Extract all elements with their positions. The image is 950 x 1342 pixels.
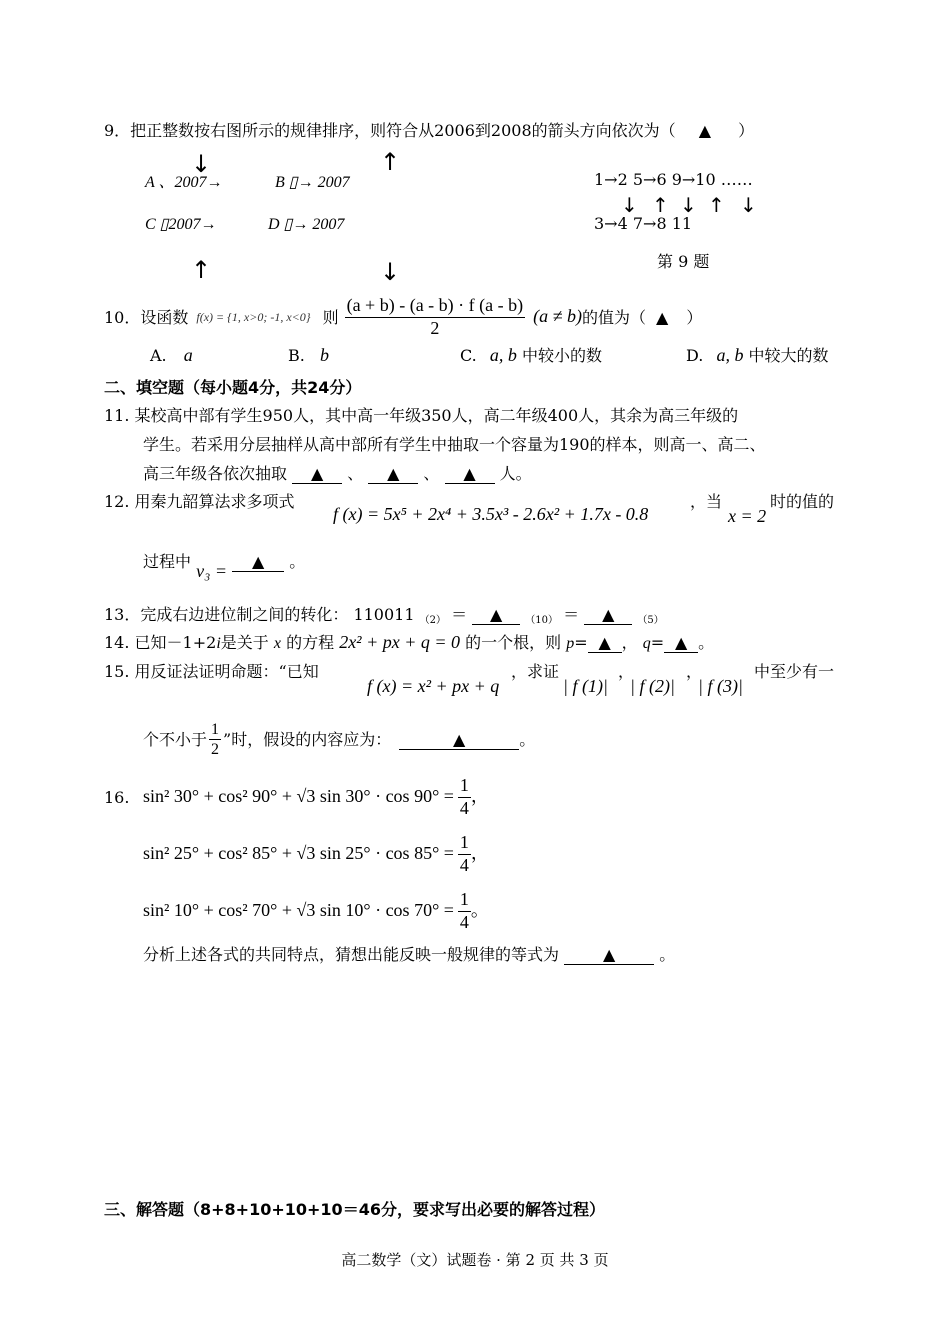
q16-number: 16. [104,788,130,807]
arrow-down-icon: ↓ [191,150,212,178]
arrow-up-icon: ↑ [708,193,725,217]
arrow-down-icon: ↓ [740,193,757,217]
q16-equation-1: sin² 30° + cos² 90° + √3 sin 30° · cos 90° = $\frac{1}{4}$ ， [143,775,489,818]
q11-line2: 学生。若采用分层抽样从高中部所有学生中抽取一个容量为190的样本，则高一、高二、 [143,435,766,454]
arrow-down-icon: ↓ [621,193,638,217]
q15-line2: 个不小于 $\frac{1}{2}$ ”时，假设的内容应为： ▲ 。 [143,721,536,759]
answer-blank: ▲ [399,730,519,750]
q13-line: 13．完成右边进位制之间的转化： 110011 $_{(2)}$ ＝ ▲ $_{(10)}$ ＝ ▲ $_{(5)}$ [104,605,664,626]
page-footer: 高二数学（文）试题卷 · 第 2 页 共 3 页 [341,1251,609,1269]
q10-line: 10．设函数 f(x) = {1, x>0; -1, x<0} 则 $\frac{(a + b) - (a - b) \cdot f (a - b)}{2}$ (a ≠ b) 的值为（ ▲ ） [104,295,703,338]
q10-option-d: D. a, b 中较大的数 [686,345,829,365]
q9-option-d: D ▯→ 2007 [268,216,345,233]
arrow-down-icon: ↓ [680,193,697,217]
q9-figure-row2: 3→4 7→8 11 [594,214,693,233]
piecewise-function: f(x) = {1, x>0; -1, x<0} [196,309,311,324]
answer-blank: ▲ [664,633,698,653]
q14-line: 14. 已知－1+2i是关于 x 的方程 2x² + px + q = 0 的一个根，则 p= ▲ ， q= ▲ 。 [104,632,715,652]
q10-fraction: $\frac{(a + b) - (a - b) \cdot f (a - b)}{2}$ [346,295,524,338]
arrow-up-icon: ↑ [652,193,669,217]
q12-line1: 12. 用秦九韶算法求多项式 [104,492,295,511]
arrow-up-icon: ↑ [380,148,401,176]
q9-figure-caption: 第 9 题 [657,252,710,271]
q12-line2: 过程中 v₃ = ▲ 。 [143,552,306,581]
answer-blank: ▲ [584,605,632,625]
answer-blank: ▲ [588,633,622,653]
q9-line: 9．把正整数按右图所示的规律排序，则符合从2006到2008的箭头方向依次为（ ▲ ） [104,121,755,140]
q9-option-a: A 、2007→ [145,174,223,191]
answer-mark: ▲ [656,307,669,327]
q12-polynomial: f (x) = 5x⁵ + 2x⁴ + 3.5x³ - 2.6x² + 1.7x - 0.8 [333,504,649,524]
answer-blank: ▲ [472,605,520,625]
answer-mark: ▲ [698,121,712,140]
q16-equation-2: sin² 25° + cos² 85° + √3 sin 25° · cos 85° = $\frac{1}{4}$ ， [143,832,489,875]
answer-blank: ▲ [368,464,418,484]
q9-option-b: B ▯→ 2007 [275,174,350,191]
arrow-up-icon: ↑ [191,256,212,284]
q11-line3: 高三年级各依次抽取 ▲ 、 ▲ 、 ▲ 人。 [143,464,532,483]
arrow-down-icon: ↓ [380,258,401,286]
q10-option-b: B. b [288,345,329,365]
q16-conclusion: 分析上述各式的共同特点，猜想出能反映一般规律的等式为 ▲ 。 [143,945,676,964]
q9-figure-row1: 1→2 5→6 9→10 …… [594,170,753,189]
answer-blank: ▲ [445,464,495,484]
q15-line1: 15. 用反证法证明命题：“已知 [104,662,319,681]
q11-line1: 11. 某校高中部有学生950人，其中高一年级350人，高二年级400人，其余为高三年级的 [104,406,739,425]
q9-option-c: C ▯2007→ [145,216,217,233]
q10-option-c: C. a, b 中较小的数 [460,345,602,365]
answer-blank: ▲ [564,945,654,965]
answer-blank: ▲ [292,464,342,484]
q16-equation-3: sin² 10° + cos² 70° + √3 sin 10° · cos 70° = $\frac{1}{4}$ 。 [143,889,489,932]
q10-option-a: A. a [150,345,193,365]
answer-blank: ▲ [232,552,284,572]
section-heading-2: 二、填空题（每小题4分，共24分） [104,378,362,397]
section-heading-3: 三、解答题（8+8+10+10+10＝46分，要求写出必要的解答过程） [104,1200,605,1219]
